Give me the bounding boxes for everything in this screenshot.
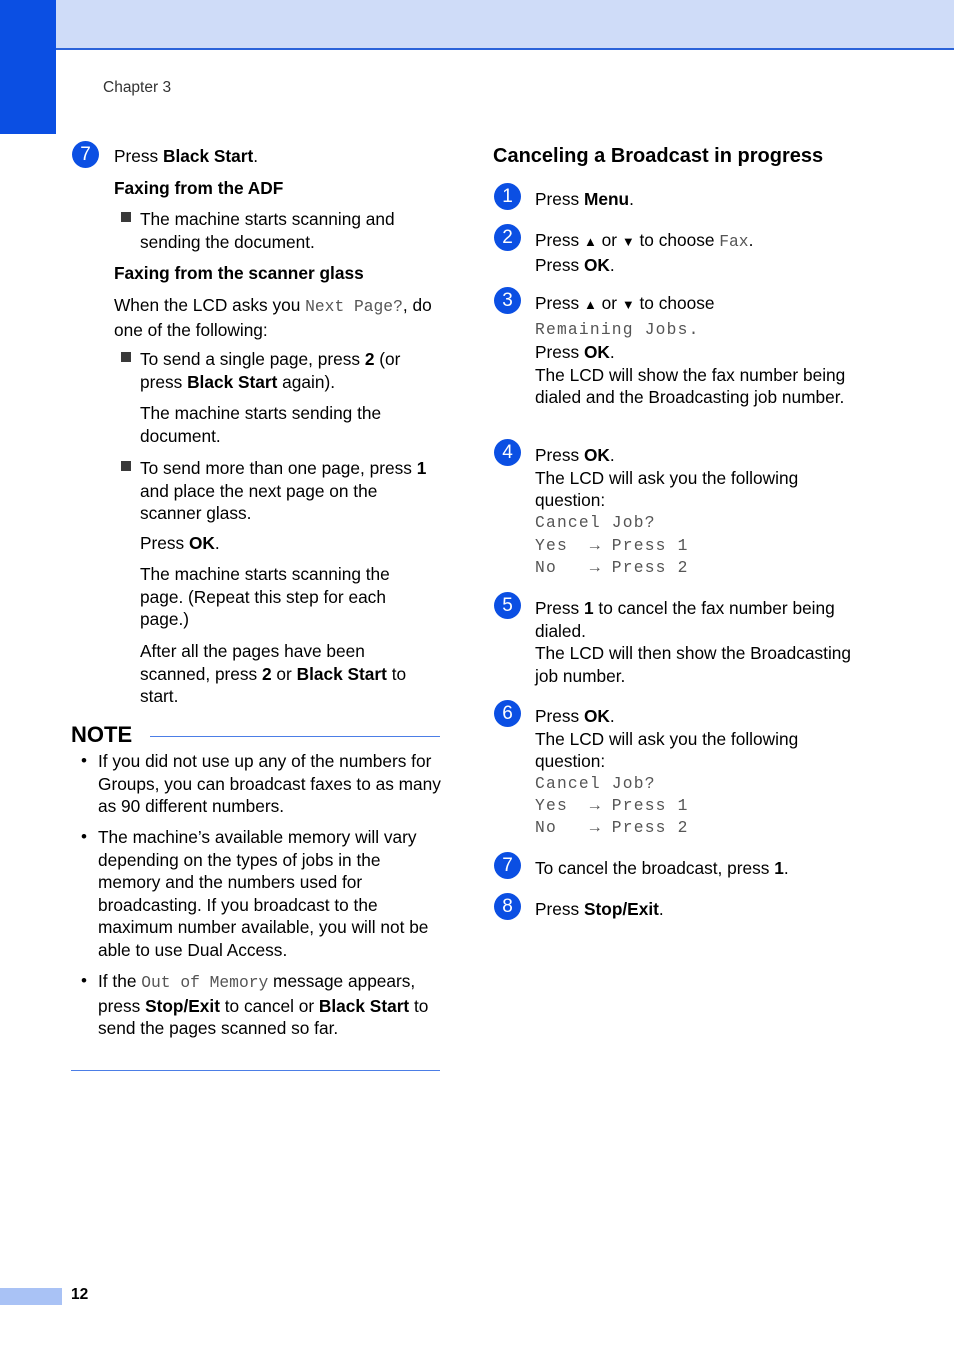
key: 1 — [774, 858, 784, 878]
note-item-3 — [98, 970, 443, 1040]
text: . — [609, 254, 615, 275]
chapter-label: Chapter 3 — [103, 79, 172, 96]
right-step-7 — [535, 857, 865, 880]
lcd-text: Out of Memory — [141, 973, 269, 992]
text: Press — [535, 445, 584, 465]
button-name: OK — [583, 342, 610, 362]
bullet-square — [121, 212, 131, 222]
bullet-square — [121, 461, 131, 471]
note-item-2: The machine’s available memory will vary depending on the types of jobs in the memory and the numbers used for broadcasting. If you broadcast to the maximum number available, you will not be able to use Dual Access. — [98, 827, 429, 960]
bullet-multi-page — [140, 457, 440, 525]
lcd-line: No → Press 2 — [535, 818, 689, 837]
right-step-5 — [535, 597, 865, 687]
adf-heading: Faxing from the ADF — [114, 178, 284, 198]
text: . — [658, 899, 664, 919]
text: After all the pages have been scanned, press — [140, 641, 365, 684]
text: To send a single page, press — [140, 349, 365, 369]
text: The LCD will then show the Broadcasting job number. — [535, 643, 852, 686]
text: . — [748, 230, 754, 250]
lcd-text: . — [688, 319, 699, 339]
step-number-8: 8 — [494, 893, 521, 920]
step-number-5: 5 — [494, 592, 521, 619]
bullet-multi-page-ok — [140, 532, 430, 555]
bullet-single-page — [140, 348, 440, 393]
button-name: Stop/Exit — [145, 995, 220, 1016]
right-step-4 — [535, 444, 865, 512]
footer-tab — [0, 1288, 62, 1305]
button-name: Black Start — [187, 371, 278, 392]
page-number: 12 — [71, 1286, 89, 1303]
glass-intro — [114, 294, 444, 341]
lcd-line: No → Press 2 — [535, 558, 689, 577]
section-heading: Canceling a Broadcast in progress — [493, 145, 824, 167]
step-number-7: 7 — [72, 141, 99, 168]
right-step-1 — [535, 188, 865, 211]
text: . — [609, 706, 615, 726]
step-number-2: 2 — [494, 224, 521, 251]
key: 1 — [583, 598, 594, 618]
step-number-1: 1 — [494, 183, 521, 210]
note-bullet: • — [81, 827, 87, 846]
left-step-7 — [114, 145, 434, 168]
lcd-text: Next Page? — [305, 297, 403, 316]
text: message appears, press — [98, 971, 416, 1016]
text: or — [596, 230, 622, 250]
step-number-7: 7 — [494, 852, 521, 879]
key: 2 — [262, 663, 272, 684]
button-name: Black Start — [318, 995, 410, 1016]
bullet-multi-page-scan: The machine starts scanning the page. (Repeat this step for each page.) — [140, 564, 390, 629]
button-name: OK — [583, 445, 610, 465]
adf-bullet: The machine starts scanning and sending the document. — [140, 209, 395, 252]
text: to cancel the fax number being dialed. — [535, 598, 835, 641]
text: . — [783, 858, 789, 878]
lcd-line: Yes → Press 1 — [535, 536, 689, 555]
text: Press — [114, 146, 163, 166]
text: . — [214, 533, 220, 553]
text: Press — [140, 533, 189, 553]
text: to choose — [634, 230, 720, 250]
text: Press — [535, 598, 584, 618]
text: . — [609, 445, 615, 465]
text: Press — [535, 706, 584, 726]
text: to choose — [634, 293, 715, 313]
key: 1 — [416, 458, 427, 478]
text: The LCD will show the fax number being dialed and the Broadcasting job number. — [535, 364, 846, 407]
lcd-line: Cancel Job? — [535, 774, 656, 793]
text: The LCD will ask you the following question: — [535, 728, 799, 771]
text: , do one of the following: — [114, 295, 432, 340]
lcd-text: Fax — [719, 232, 749, 251]
note-bullet: • — [81, 751, 87, 770]
text: to send the pages scanned so far. — [98, 995, 429, 1038]
glass-heading: Faxing from the scanner glass — [114, 263, 364, 283]
text: . — [609, 342, 615, 362]
text: . — [629, 189, 634, 209]
text: Press — [535, 189, 584, 209]
header-band — [0, 0, 954, 50]
right-step-2 — [535, 229, 865, 276]
lcd-text: Remaining Jobs — [535, 319, 689, 339]
text: to cancel or — [219, 995, 319, 1016]
note-bottom-rule — [71, 1070, 440, 1071]
button-name: Black Start — [162, 146, 254, 166]
button-name: OK — [583, 254, 610, 275]
note-bullet: • — [81, 971, 87, 990]
bullet-square — [121, 352, 131, 362]
text: or — [596, 293, 622, 313]
step-number-4: 4 — [494, 439, 521, 466]
button-name: OK — [188, 533, 215, 553]
button-name: Black Start — [296, 663, 387, 684]
bullet-multi-page-after — [140, 640, 435, 708]
down-arrow-icon: ▼ — [621, 297, 635, 312]
button-name: Stop/Exit — [583, 899, 659, 919]
step-number-3: 3 — [494, 287, 521, 314]
text: The LCD will ask you the following question: — [535, 467, 799, 510]
note-title: NOTE — [71, 722, 133, 747]
button-name: Menu — [583, 189, 630, 209]
text: To cancel the broadcast, press — [535, 858, 775, 878]
right-step-6 — [535, 705, 865, 773]
down-arrow-icon: ▼ — [621, 234, 635, 249]
up-arrow-icon: ▲ — [583, 234, 597, 249]
up-arrow-icon: ▲ — [583, 297, 597, 312]
chapter-tab — [0, 0, 56, 134]
step-number-6: 6 — [494, 700, 521, 727]
text: If the — [98, 971, 142, 991]
text: Press — [535, 254, 584, 275]
text: Press — [535, 342, 584, 362]
text: (or press — [140, 349, 401, 392]
key: 2 — [364, 349, 375, 369]
lcd-line: Cancel Job? — [535, 513, 656, 532]
bullet-single-page-result: The machine starts sending the document. — [140, 403, 382, 446]
text: and place the next page on the scanner glass. — [140, 480, 378, 523]
text: Press — [535, 293, 584, 313]
text: . — [253, 146, 259, 166]
right-step-8 — [535, 898, 865, 921]
text: to start. — [140, 663, 407, 706]
note-item-1: If you did not use up any of the numbers for Groups, you can broadcast faxes to as many as 90 different numbers. — [98, 751, 441, 816]
button-name: OK — [583, 706, 610, 726]
right-step-3 — [535, 292, 865, 409]
lcd-line: Yes → Press 1 — [535, 796, 689, 815]
text: To send more than one page, press — [140, 458, 417, 478]
text: When the LCD asks you — [114, 295, 306, 315]
text: again). — [277, 371, 336, 392]
text: Press — [535, 230, 584, 250]
text: or — [271, 663, 297, 684]
note-top-rule — [150, 736, 440, 737]
text: Press — [535, 899, 584, 919]
